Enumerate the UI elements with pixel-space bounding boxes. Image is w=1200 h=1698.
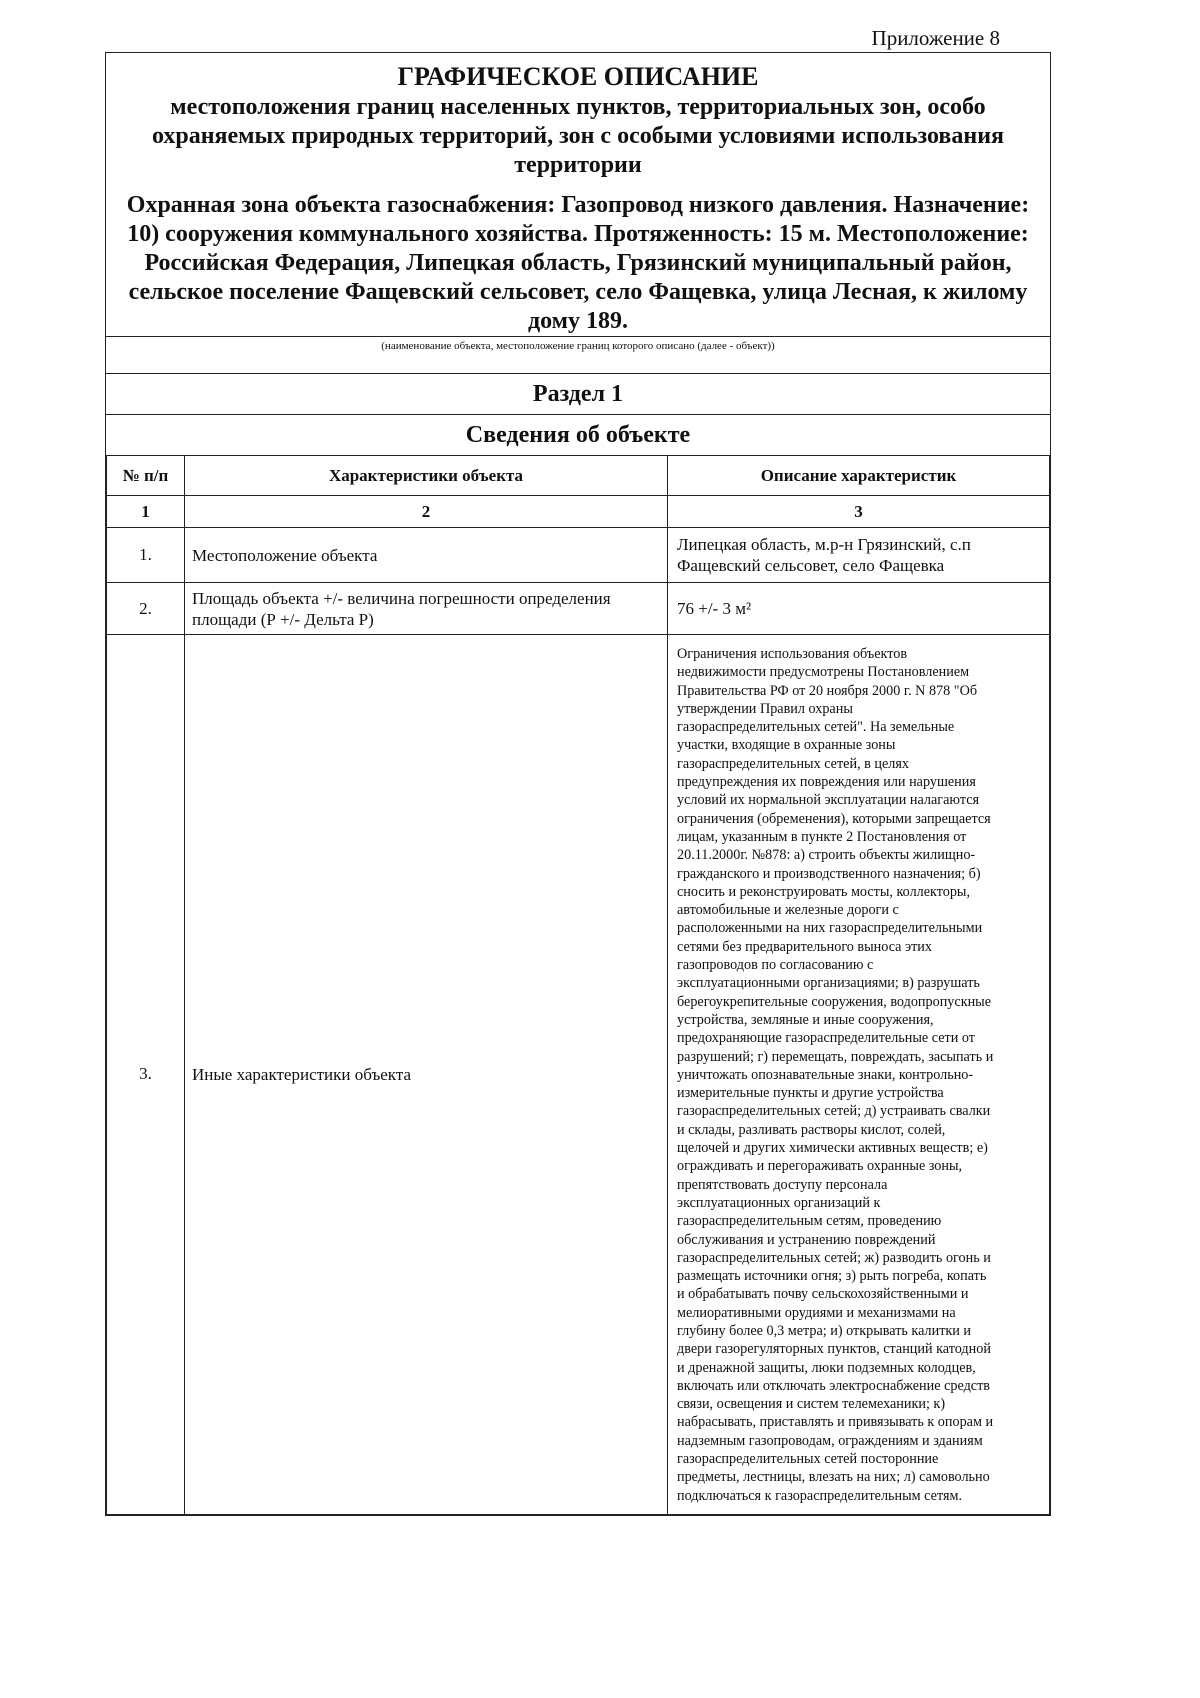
row-value: Липецкая область, м.р-н Грязинский, с.п Фащевский сельсовет, село Фащевка [668,528,1050,583]
document-header [106,53,1050,336]
object-info-table [106,455,1050,1515]
table-row [107,635,1050,1515]
row-value: Ограничения использования объектов недвижимости предусмотрены Постановлением Правительства РФ от 20 ноября 2000 г. N 878 "Об утверждении Правил охраны газораспределительных сетей". На земельные участки, входящие в охранные зоны газораспределительных сетей, в целях предупреждения их повреждения или нарушения условий их нормальной эксплуатации налагаются ограничения (обременения), которыми запрещается лицам, указанным в пункте 2 Постановления от 20.11.2000г. №878: а) строить объекты жилищно- гражданского и производственного назначения; б) сносить и реконструировать мосты, коллекторы, автомобильные и железные дороги с расположенными на них газораспределительными сетями без предварительного выноса этих газопроводов по согласованию с эксплуатационными организациями; в) разрушать берегоукрепительные сооружения, водопропускные устройства, земляные и иные сооружения, предохраняющие газораспределительные сети от разрушений; г) перемещать, повреждать, засыпать и уничтожать опознавательные знаки, контрольно- измерительные пункты и другие устройства газораспределительных сетей; д) устраивать свалки и склады, разливать растворы кислот, солей, щелочей и других химически активных веществ; е) ограждивать и перегораживать охранные зоны, препятствовать доступу персонала эксплуатационных организаций к газораспределительным сетям, проведению обслуживания и устранению повреждений газораспределительных сетей; ж) разводить огонь и размещать источники огня; з) рыть погреба, копать и обрабатывать почву сельскохозяйственными и мелиоративными орудиями и механизмами на глубину более 0,3 метра; и) открывать калитки и двери газорегуляторных пунктов, станций катодной и дренажной защиты, люки подземных колодцев, включать или отключать электроснабжение средств связи, освещения и систем телемеханики; к) набрасывать, приставлять и привязывать к опорам и надземным газопроводам, ограждениям и зданиям газораспределительных сетей посторонние предметы, лестницы, влезать на них; л) самовольно подключаться к газораспределительным сетям. [668,635,1050,1515]
column-header-description: Описание характеристик [668,456,1050,496]
column-index: 1 [107,496,185,528]
column-index: 3 [668,496,1050,528]
column-header-number: № п/п [107,456,185,496]
document-subtitle: местоположения границ населенных пунктов, территориальных зон, особо охраняемых природных территорий, зон с особыми условиями использования территории [151,94,1005,178]
section-title: Раздел 1 [106,373,1050,414]
row-number: 3. [107,635,185,1515]
column-header-characteristic: Характеристики объекта [185,456,668,496]
caption-row [106,336,1050,367]
table-header-row [107,456,1050,496]
row-number: 2. [107,583,185,635]
table-row [107,583,1050,635]
document-frame [105,52,1051,1516]
object-description: Охранная зона объекта газоснабжения: Газопровод низкого давления. Назначение: 10) сооружения коммунального хозяйства. Протяженность: 15 м. Местоположение: Российская Федерация, Липецкая область, Грязинский муниципальный район, сельское поселение Фащевский сельсовет, село Фащевка, улица Лесная, к жилому дому 189. [126,192,1030,334]
table-row [107,528,1050,583]
document-title: ГРАФИЧЕСКОЕ ОПИСАНИЕ [397,62,759,91]
column-index-row [107,496,1050,528]
column-index: 2 [185,496,668,528]
row-value: 76 +/- 3 м² [668,583,1050,635]
row-label: Площадь объекта +/- величина погрешности определения площади (Р +/- Дельта Р) [185,583,668,635]
section-subtitle: Сведения об объекте [106,414,1050,455]
row-label: Иные характеристики объекта [185,635,668,1515]
row-label: Местоположение объекта [185,528,668,583]
row-number: 1. [107,528,185,583]
appendix-label: Приложение 8 [871,26,1000,50]
object-caption: (наименование объекта, местоположение границ которого описано (далее - объект)) [381,340,775,352]
